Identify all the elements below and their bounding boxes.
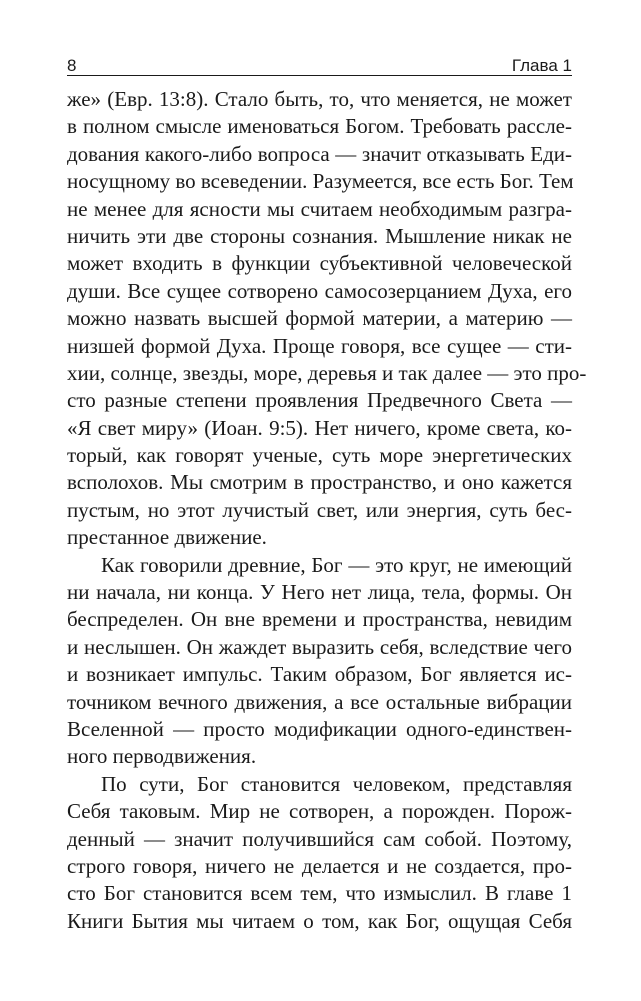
text-line: пустым, но этот лучистый свет, или энергия, суть бес- (67, 497, 572, 522)
text-line: строго говоря, ничего не делается и не создается, про- (67, 853, 572, 878)
text-line: не менее для ясности мы считаем необходимым разгра- (67, 196, 572, 221)
text-line: ни начала, ни конца. У Него нет лица, тела, формы. Он (67, 580, 572, 605)
text-line: сто Бог становится всем тем, что измыслил. В главе 1 (67, 881, 572, 906)
header-rule (67, 75, 572, 76)
text-line: Книги Бытия мы читаем о том, как Бог, ощущая Себя (67, 908, 572, 933)
text-line: Как говорили древние, Бог — это круг, не имеющий (101, 552, 572, 577)
body-text (67, 86, 587, 935)
text-line: «Я свет миру» (Иоан. 9:5). Нет ничего, кроме света, ко- (67, 415, 572, 440)
text-line: торый, как говорят ученые, суть море энергетических (67, 443, 572, 468)
text-line: денный — значит получившийся сам собой. Поэтому, (67, 826, 572, 851)
paragraph (67, 552, 572, 771)
text-line: в полном смысле именоваться Богом. Требовать рассле- (67, 114, 572, 139)
text-line: души. Все сущее сотворено самосозерцанием Духа, его (67, 278, 572, 303)
text-line: ного перводвижения. (67, 744, 257, 769)
text-line: сто разные степени проявления Предвечного Света — (67, 388, 572, 413)
paragraph (67, 86, 587, 552)
text-line: носущному во всеведении. Разумеется, все есть Бог. Тем (67, 169, 574, 194)
text-line: беспределен. Он вне времени и пространства, невидим (67, 607, 572, 632)
text-line: можно назвать высшей формой материи, а материю — (67, 306, 572, 331)
text-line: низшей формой Духа. Проще говоря, все сущее — сти- (67, 333, 572, 358)
text-line: престанное движение. (67, 525, 267, 550)
text-line: и возникает импульс. Таким образом, Бог является ис- (67, 662, 572, 687)
page-number: 8 (67, 56, 77, 75)
text-line: ничить эти две стороны сознания. Мышление никак не (67, 223, 572, 248)
text-line: хии, солнце, звезды, море, деревья и так далее — это про- (67, 360, 587, 385)
text-line: Вселенной — просто модификации одного-единствен- (67, 716, 572, 741)
text-line: всполохов. Мы смотрим в пространство, и оно кажется (67, 470, 572, 495)
text-line: же» (Евр. 13:8). Стало быть, то, что меняется, не может (67, 87, 572, 111)
text-line: и неслышен. Он жаждет выразить себя, вследствие чего (67, 634, 572, 659)
text-line: Себя таковым. Мир не сотворен, а порожден. Порож- (67, 799, 572, 824)
text-line: точником вечного движения, а все остальные вибрации (67, 689, 572, 714)
text-line: может входить в функции субъективной человеческой (67, 251, 572, 276)
chapter-title: Глава 1 (511, 56, 572, 75)
paragraph (67, 771, 572, 935)
running-head (67, 52, 572, 74)
text-line: дования какого-либо вопроса — значит отказывать Еди- (67, 141, 572, 166)
text-line: По сути, Бог становится человеком, представляя (101, 771, 572, 796)
